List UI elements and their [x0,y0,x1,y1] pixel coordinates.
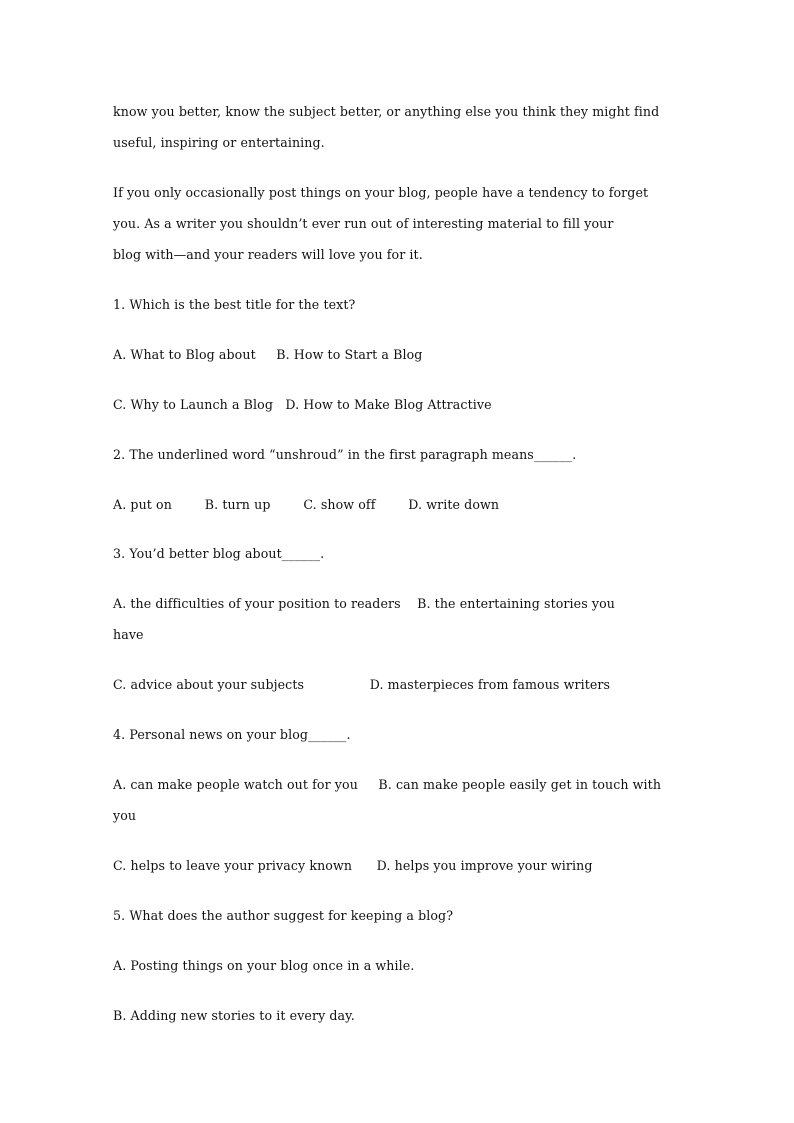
passage-text: If you only occasionally post things on your blog, people have a tendency to forget [113,185,649,200]
answer-option: C. Why to Launch a Blog D. How to Make Blog Attractive [113,397,492,412]
passage-text: blog with—and your readers will love you for it. [113,247,423,262]
answer-option: C. helps to leave your privacy known D. helps you improve your wiring [113,858,593,873]
answer-option: A. can make people watch out for you B. can make people easily get in touch with [113,777,662,792]
answer-option: have [113,627,144,642]
answer-option: C. advice about your subjects D. masterpieces from famous writers [113,677,611,692]
question-stem: 2. The underlined word “unshroud” in the first paragraph means______. [113,447,577,462]
answer-option: you [113,808,137,823]
answer-option: A. the difficulties of your position to readers B. the entertaining stories you [113,596,615,611]
passage-text: useful, inspiring or entertaining. [113,135,325,150]
question-stem: 4. Personal news on your blog______. [113,727,351,742]
answer-option: A. Posting things on your blog once in a while. [113,958,415,973]
question-stem: 5. What does the author suggest for keeping a blog? [113,908,454,923]
answer-option: B. Adding new stories to it every day. [113,1008,355,1023]
answer-option: A. What to Blog about B. How to Start a Blog [113,347,423,362]
passage-text: you. As a writer you shouldn’t ever run out of interesting material to fill your [113,216,614,231]
passage-text: know you better, know the subject better, or anything else you think they might find [113,104,660,119]
question-stem: 1. Which is the best title for the text? [113,297,356,312]
question-stem: 3. You’d better blog about______. [113,546,325,561]
answer-option: A. put on B. turn up C. show off D. write down [113,497,500,512]
